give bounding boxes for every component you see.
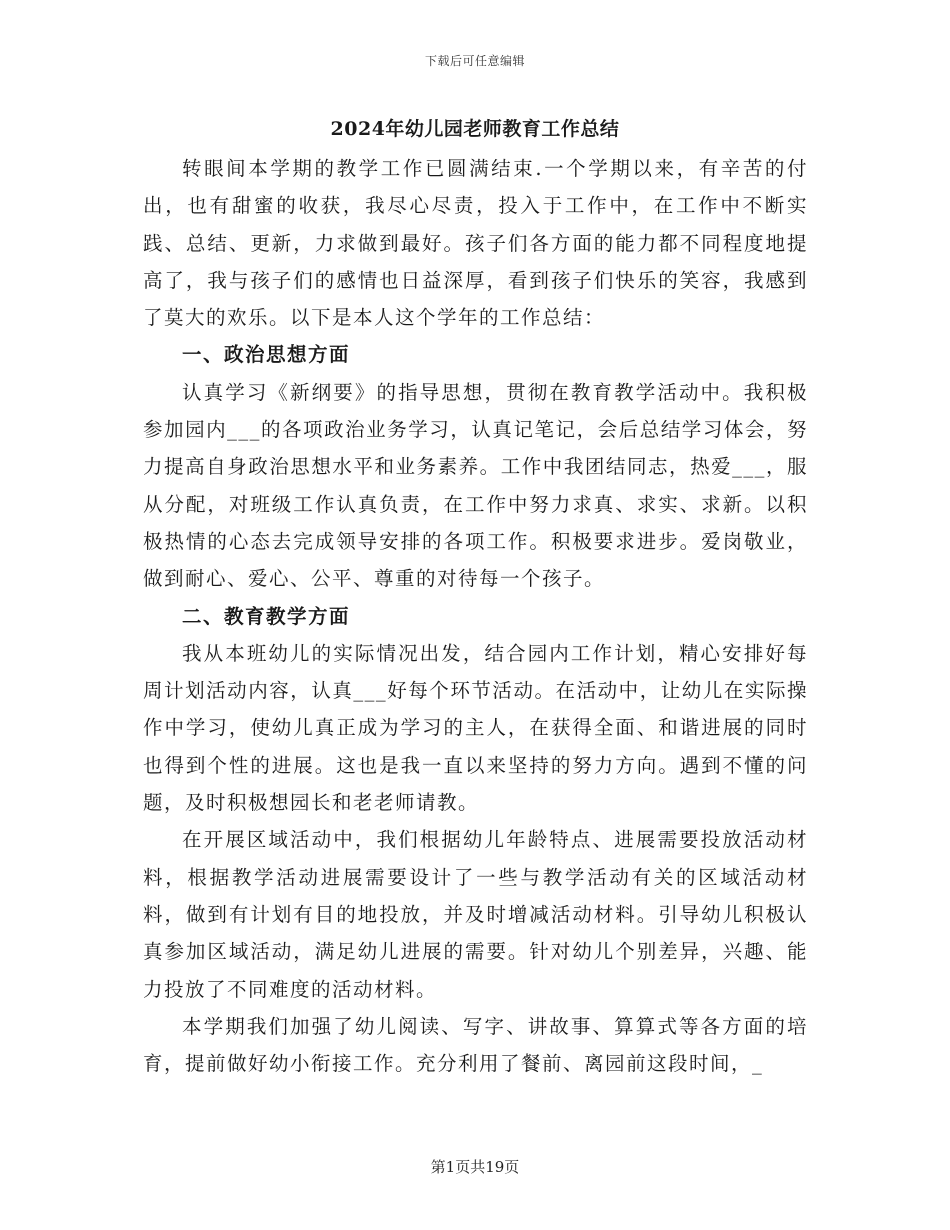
teaching-paragraph-1: 我从本班幼儿的实际情况出发，结合园内工作计划，精心安排好每周计划活动内容，认真___好每个环节活动。在活动中，让幼儿在实际操作中学习，使幼儿真正成为学习的主人，在获得全面、和谐进展的同时也得到个性的进展。这也是我一直以来坚持的努力方向。遇到不懂的问题，及时积极想园长和老老师请教。 [143,641,808,815]
section-heading-political: 一、政治思想方面 [182,343,351,367]
page-footer: 第1页共19页 [430,1158,520,1176]
section-heading-teaching: 二、教育教学方面 [182,604,351,628]
teaching-paragraph-2: 在开展区域活动中，我们根据幼儿年龄特点、进展需要投放活动材料，根据教学活动进展需要设计了一些与教学活动有关的区域活动材料，做到有计划有目的地投放，并及时增减活动材料。引导幼儿积极认真参加区域活动，满足幼儿进展的需要。针对幼儿个别差异，兴趣、能力投放了不同难度的活动材料。 [143,828,808,1001]
header-note: 下载后可任意编辑 [424,54,525,68]
document-body [143,150,808,1082]
intro-paragraph: 转眼间本学期的教学工作已圆满结束.一个学期以来，有辛苦的付出，也有甜蜜的收获，我尽心尽责，投入于工作中，在工作中不断实践、总结、更新，力求做到最好。孩子们各方面的能力都不同程度地提高了，我与孩子们的感情也日益深厚，看到孩子们快乐的笑容，我感到了莫大的欢乐。以下是本人这个学年的工作总结： [143,157,808,330]
teaching-paragraph-3: 本学期我们加强了幼儿阅读、写字、讲故事、算算式等各方面的培育，提前做好幼小衔接工作。充分利用了餐前、离园前这段时间，_ [143,1014,808,1076]
political-paragraph: 认真学习《新纲要》的指导思想，贯彻在教育教学活动中。我积极参加园内___的各项政治业务学习，认真记笔记，会后总结学习体会，努力提高自身政治思想水平和业务素养。工作中我团结同志，热爱___，服从分配，对班级工作认真负责，在工作中努力求真、求实、求新。以积极热情的心态去完成领导安排的各项工作。积极要求进步。爱岗敬业，做到耐心、爱心、公平、尊重的对待每一个孩子。 [143,380,808,591]
document-title: 2024年幼儿园老师教育工作总结 [330,118,620,140]
